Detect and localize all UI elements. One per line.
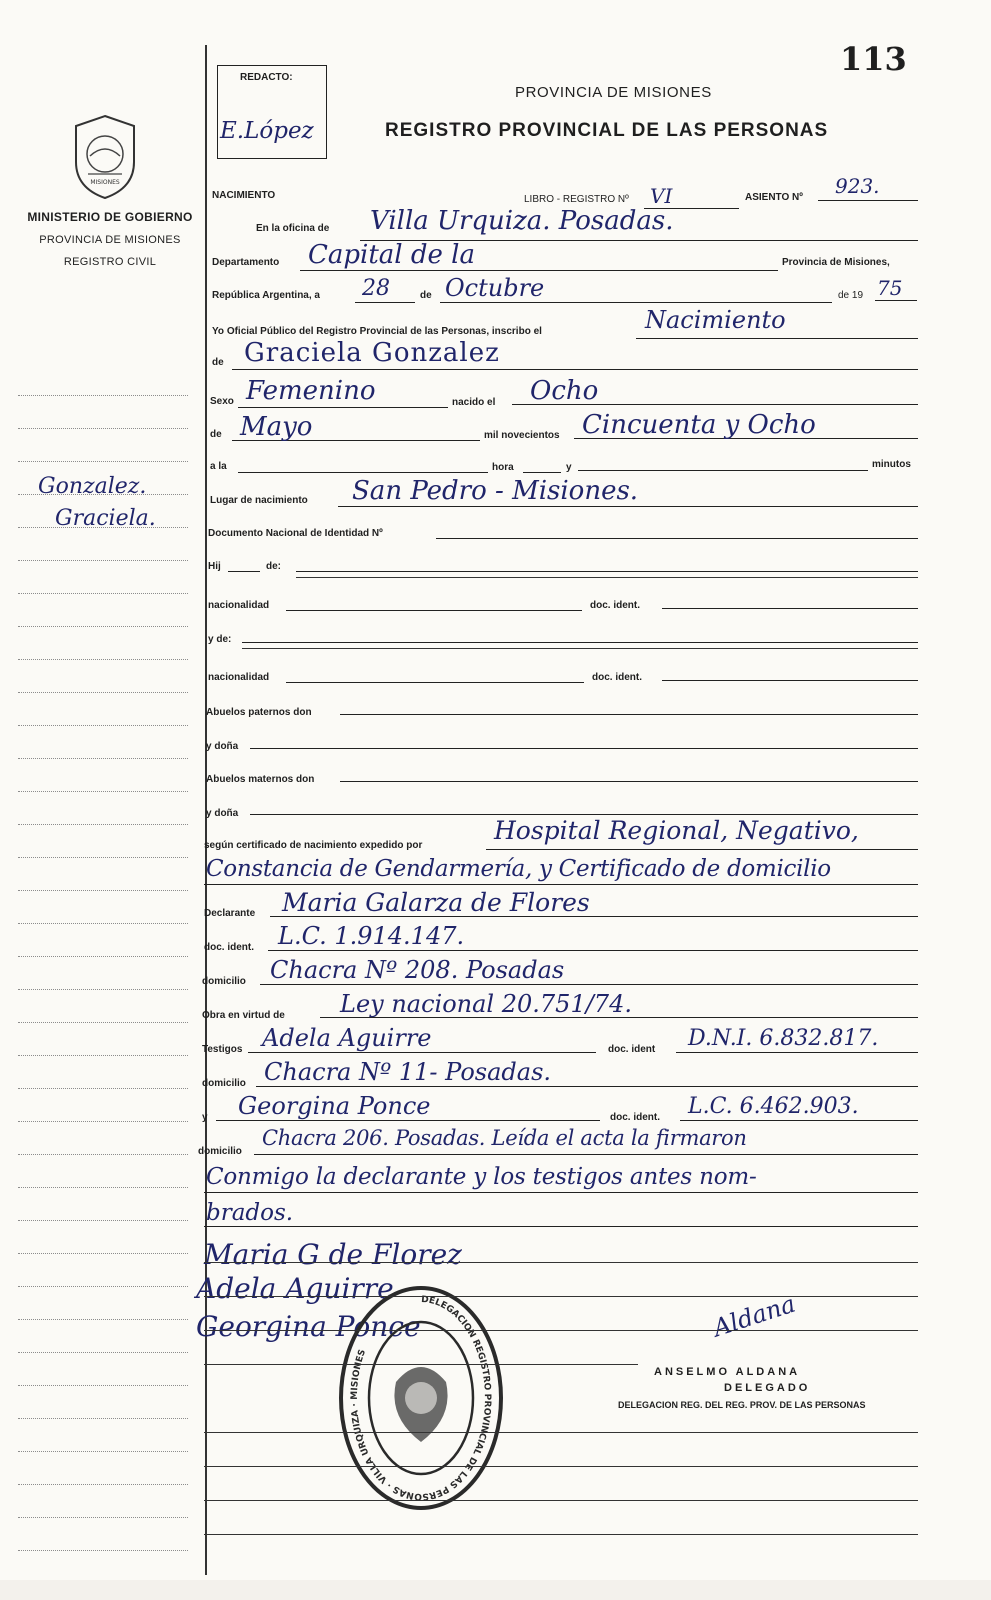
testigo-1-doc-value: D.N.I. 6.832.817. [688, 1026, 879, 1051]
closing-line-1: Conmigo la declarante y los testigos antes nom- [206, 1164, 757, 1190]
oficial-text: Yo Oficial Público del Registro Provincial de las Personas, inscribo el [212, 326, 542, 337]
obra-label: Obra en virtud de [202, 1010, 285, 1021]
y-de-label: y de: [208, 634, 232, 645]
libro-value: VI [650, 184, 673, 208]
testigo-1-value: Adela Aguirre [262, 1024, 432, 1052]
y-dona-2-label: y doña [206, 808, 239, 819]
dia-value: 28 [362, 276, 390, 301]
lugar-label: Lugar de nacimiento [210, 495, 308, 506]
nacionalidad-2-label: nacionalidad [208, 672, 270, 683]
domicilio-declarante-value: Chacra Nº 208. Posadas [270, 956, 565, 984]
redacto-label: REDACTO: [240, 72, 293, 83]
asiento-value: 923. [835, 174, 880, 198]
nacionalidad-1-label: nacionalidad [208, 600, 270, 611]
doc-ident-2-label: doc. ident. [592, 672, 642, 683]
oficina-value: Villa Urquiza. Posadas. [370, 206, 674, 236]
testigo-2-value: Georgina Ponce [238, 1092, 431, 1120]
certificado-value-2: Constancia de Gendarmería, y Certificado de domicilio [206, 856, 831, 882]
sexo-value: Femenino [246, 376, 376, 406]
province-title: PROVINCIA DE MISIONES [515, 84, 712, 101]
redacto-box [217, 65, 327, 159]
record-type: NACIMIENTO [212, 190, 276, 201]
testigos-label: Testigos [202, 1044, 243, 1055]
abuelos-maternos-label: Abuelos maternos don [206, 774, 315, 785]
declarante-label: Declarante [204, 908, 256, 919]
hij-de-label: de: [266, 561, 281, 572]
signature-testigo-2: Georgina Ponce [196, 1310, 421, 1343]
lugar-value: San Pedro - Misiones. [352, 476, 639, 506]
ministry-seal [68, 112, 142, 202]
certificado-value-1: Hospital Regional, Negativo, [494, 816, 859, 845]
signature-testigo-1: Adela Aguirre [196, 1272, 394, 1305]
stamp-ring-text: DELEGACION REGISTRO PROVINCIAL DE LAS PERSONAS · VILLA URQUIZA · MISIONES [349, 1294, 492, 1502]
obra-value: Ley nacional 20.751/74. [340, 990, 632, 1018]
ministry-registry: REGISTRO CIVIL [63, 256, 157, 268]
official-stamp [336, 1282, 506, 1514]
ministry-province: PROVINCIA DE MISIONES [39, 234, 181, 246]
dni-label: Documento Nacional de Identidad Nº [208, 528, 383, 539]
republica-label: República Argentina, a [212, 290, 320, 301]
doc-ident-1-label: doc. ident. [590, 600, 640, 611]
y-label: y [566, 462, 572, 473]
y-dona-1-label: y doña [206, 741, 239, 752]
testigo-1-doc-label: doc. ident [608, 1044, 656, 1055]
departamento-label: Departamento [212, 257, 280, 268]
acto-value: Nacimiento [645, 306, 786, 334]
closing-line-2: brados. [206, 1200, 294, 1226]
hij-label: Hij [208, 561, 221, 572]
testigo-1-domicilio-label: domicilio [202, 1078, 246, 1089]
signature-declarante: Maria G de Florez [204, 1238, 462, 1271]
official-name: ANSELMO ALDANA [654, 1366, 801, 1378]
domicilio-declarante-label: domicilio [202, 976, 246, 987]
testigo-2-doc-value: L.C. 6.462.903. [688, 1094, 859, 1119]
registry-title: REGISTRO PROVINCIAL DE LAS PERSONAS [385, 120, 829, 141]
nacido-mes-value: Mayo [240, 412, 313, 442]
certificado-label: según certificado de nacimiento expedido por [204, 840, 423, 851]
year-prefix: de 19 [838, 290, 864, 301]
abuelos-paternos-label: Abuelos paternos don [206, 707, 312, 718]
year-value: 75 [877, 276, 903, 300]
sexo-label: Sexo [210, 396, 234, 407]
nacido-dia-value: Ocho [530, 376, 599, 406]
official-signature: Aldana [709, 1289, 799, 1343]
mil-label: mil novecientos [484, 430, 560, 441]
testigo-2-domicilio-value: Chacra 206. Posadas. Leída el acta la firmaron [262, 1126, 747, 1150]
testigo-1-domicilio-value: Chacra Nº 11- Posadas. [264, 1058, 552, 1086]
nacido-label: nacido el [452, 397, 496, 408]
libro-label: LIBRO - REGISTRO Nº [524, 194, 629, 205]
redacto-signature: E.López [220, 118, 314, 144]
asiento-label: ASIENTO Nº [745, 192, 803, 203]
hora-label: hora [492, 462, 514, 473]
official-office: DELEGACION REG. DEL REG. PROV. DE LAS PERSONAS [618, 1400, 866, 1410]
oficina-label: En la oficina de [256, 223, 330, 234]
testigo-2-y-label: y [202, 1112, 208, 1123]
persona-de-label: de [212, 357, 224, 368]
de-label: de [420, 290, 432, 301]
margin-note-name: Graciela. [55, 506, 156, 531]
page-number: 113 [840, 40, 907, 78]
official-title: DELEGADO [724, 1382, 811, 1394]
minutos-label: minutos [872, 459, 911, 470]
declarante-value: Maria Galarza de Flores [282, 888, 590, 917]
mes-value: Octubre [445, 274, 545, 302]
nombre-value: Graciela Gonzalez [244, 338, 500, 368]
testigo-2-domicilio-label: domicilio [198, 1146, 242, 1157]
testigo-2-doc-label: doc. ident. [610, 1112, 660, 1123]
a-la-label: a la [210, 461, 227, 472]
margin-note-surname: Gonzalez. [38, 474, 147, 499]
mes-de-label: de [210, 429, 222, 440]
doc-ident-declarante-label: doc. ident. [204, 942, 254, 953]
provincia-suffix: Provincia de Misiones, [782, 257, 890, 268]
svg-text:MISIONES: MISIONES [90, 179, 120, 186]
anio-value: Cincuenta y Ocho [582, 410, 816, 440]
ministry-name: MINISTERIO DE GOBIERNO [27, 210, 193, 224]
departamento-value: Capital de la [308, 240, 475, 270]
doc-ident-declarante-value: L.C. 1.914.147. [278, 922, 465, 950]
